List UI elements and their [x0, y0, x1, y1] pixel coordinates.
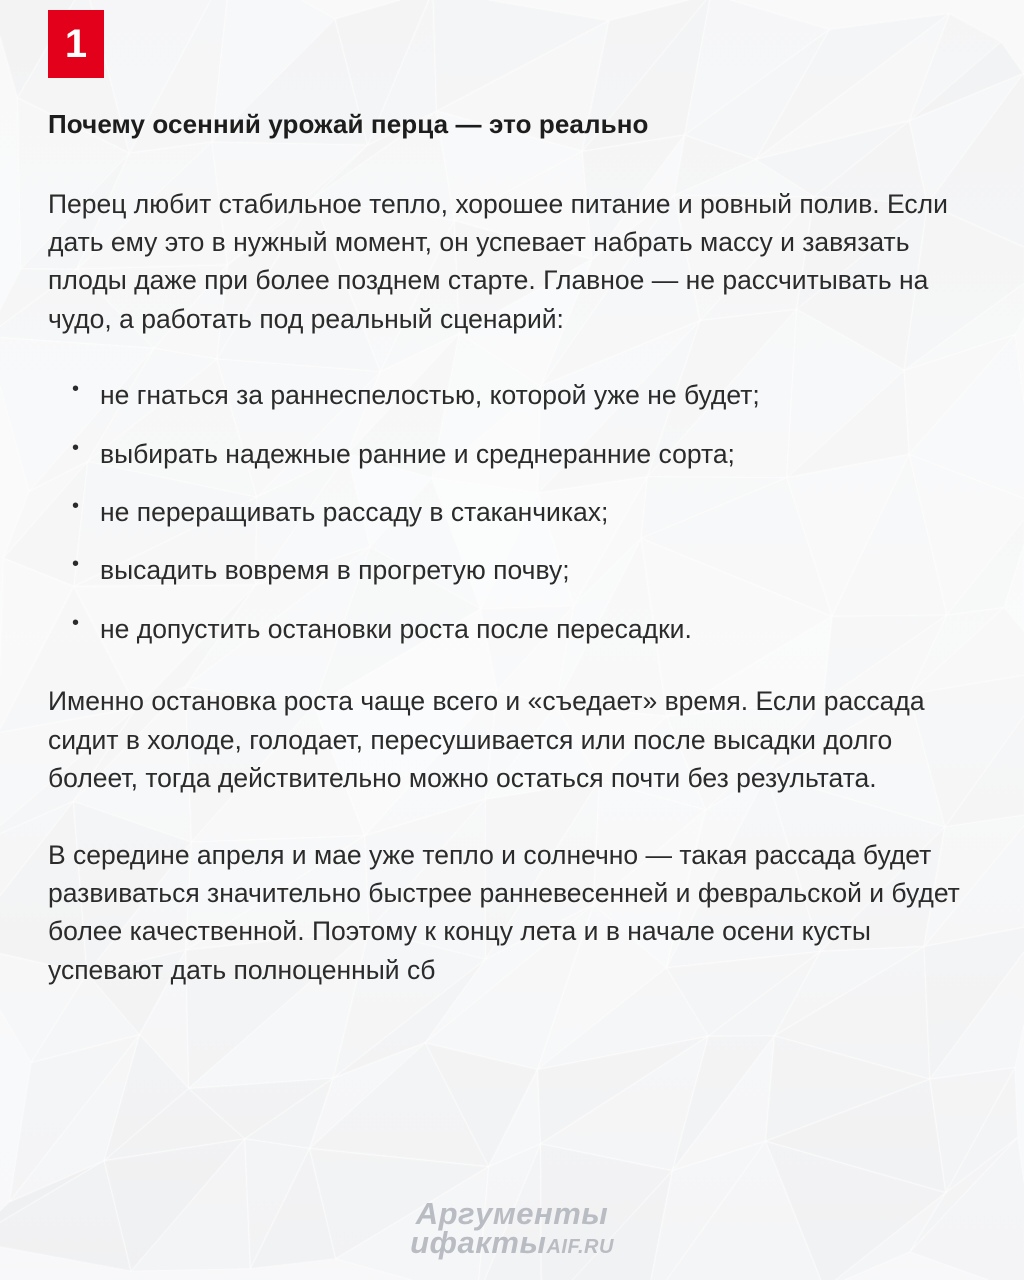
- footer: [0, 1195, 1024, 1260]
- logo-line-1: Аргументы: [415, 1195, 609, 1231]
- logo-line-2: [410, 1225, 614, 1260]
- logo-line-2-text: ифакты: [410, 1225, 547, 1260]
- step-number-badge: [48, 10, 104, 78]
- list-item: • не допустить остановки роста после пересадки.: [68, 610, 978, 648]
- paragraph-growth-stop: Именно остановка роста чаще всего и «съедает» время. Если рассада сидит в холоде, голодает, пересушивается или после высадки долго болеет, тогда действительно можно остаться почти без результата.: [48, 686, 925, 794]
- list-item: • не гнаться за раннеспелостью, которой уже не будет;: [68, 376, 978, 414]
- list-item: • не переращивать рассаду в стаканчиках;: [68, 493, 978, 531]
- paragraph-spring-sowing: В середине апреля и мае уже тепло и солнечно — такая рассада будет развиваться значительно быстрее ранневесенней и февральской и будет более качественной. Поэтому к концу лета и в начале осени кусты успевают дать полноценный сб: [48, 839, 960, 985]
- tips-list: [48, 376, 978, 648]
- article-content: [48, 108, 978, 1027]
- list-item: • высадить вовремя в прогретую почву;: [68, 551, 978, 589]
- page-title: Почему осенний урожай перца — это реально: [48, 109, 649, 139]
- list-item: • выбирать надежные ранние и среднеранние сорта;: [68, 435, 978, 473]
- aif-logo: [410, 1195, 614, 1260]
- step-number-label: 1: [64, 22, 88, 66]
- logo-domain: AIF.RU: [546, 1236, 614, 1258]
- paragraph-intro: Перец любит стабильное тепло, хорошее питание и ровный полив. Если дать ему это в нужный момент, он успевает набрать массу и завязать плоды даже при более позднем старте. Главное — не рассчитывать на чудо, а работать под реальный сценарий:: [48, 188, 948, 334]
